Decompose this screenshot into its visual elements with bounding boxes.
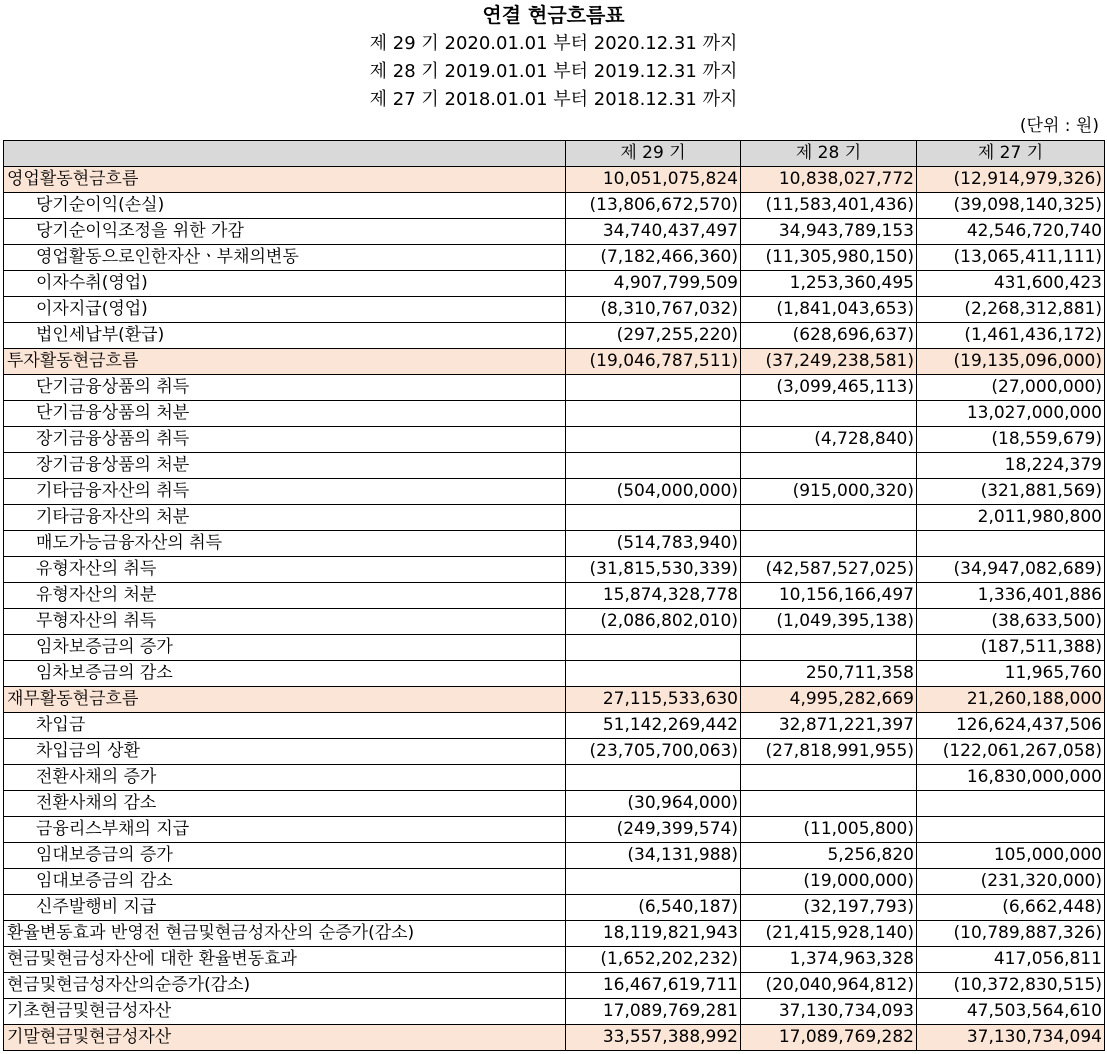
row-label: 임차보증금의 감소 <box>4 661 566 687</box>
row-label: 환율변동효과 반영전 현금및현금성자산의 순증가(감소) <box>4 921 566 947</box>
row-label: 영업활동현금흐름 <box>4 167 566 193</box>
row-label: 법인세납부(환급) <box>4 323 566 349</box>
value-period-27: 47,503,564,610 <box>917 999 1105 1025</box>
value-period-29 <box>566 427 741 453</box>
value-period-28 <box>741 531 917 557</box>
row-label: 단기금융상품의 취득 <box>4 375 566 401</box>
value-period-29: (6,540,187) <box>566 895 741 921</box>
value-period-27: (13,065,411,111) <box>917 245 1105 271</box>
header-period-29: 제 29 기 <box>566 141 741 167</box>
value-period-29: (34,131,988) <box>566 843 741 869</box>
value-period-28 <box>741 765 917 791</box>
value-period-28: (37,249,238,581) <box>741 349 917 375</box>
value-period-29: (19,046,787,511) <box>566 349 741 375</box>
value-period-29: (297,255,220) <box>566 323 741 349</box>
table-row <box>4 609 1105 635</box>
value-period-27 <box>917 817 1105 843</box>
period-29: 제 29 기 2020.01.01 부터 2020.12.31 까지 <box>369 33 738 54</box>
table-row <box>4 375 1105 401</box>
table-row <box>4 505 1105 531</box>
row-label: 장기금융상품의 처분 <box>4 453 566 479</box>
value-period-27: (122,061,267,058) <box>917 739 1105 765</box>
row-label: 현금및현금성자산에 대한 환율변동효과 <box>4 947 566 973</box>
value-period-28: 1,374,963,328 <box>741 947 917 973</box>
header-period-28: 제 28 기 <box>741 141 917 167</box>
value-period-27: (38,633,500) <box>917 609 1105 635</box>
table-row <box>4 635 1105 661</box>
value-period-27: (12,914,979,326) <box>917 167 1105 193</box>
value-period-29 <box>566 869 741 895</box>
value-period-28: 4,995,282,669 <box>741 687 917 713</box>
value-period-29 <box>566 765 741 791</box>
header-item <box>4 141 566 167</box>
value-period-27 <box>917 531 1105 557</box>
table-row <box>4 661 1105 687</box>
value-period-28: (11,005,800) <box>741 817 917 843</box>
value-period-29: 18,119,821,943 <box>566 921 741 947</box>
value-period-29 <box>566 635 741 661</box>
value-period-29 <box>566 401 741 427</box>
value-period-28: (21,415,928,140) <box>741 921 917 947</box>
table-row <box>4 739 1105 765</box>
value-period-29: 17,089,769,281 <box>566 999 741 1025</box>
value-period-28: (3,099,465,113) <box>741 375 917 401</box>
row-label: 전환사채의 감소 <box>4 791 566 817</box>
row-label: 신주발행비 지급 <box>4 895 566 921</box>
value-period-27: (1,461,436,172) <box>917 323 1105 349</box>
row-label: 차입금의 상환 <box>4 739 566 765</box>
value-period-27: 126,624,437,506 <box>917 713 1105 739</box>
table-row <box>4 973 1105 999</box>
cash-flow-table <box>3 140 1105 1051</box>
value-period-28: (1,841,043,653) <box>741 297 917 323</box>
value-period-29: (2,086,802,010) <box>566 609 741 635</box>
table-row <box>4 713 1105 739</box>
row-label: 전환사채의 증가 <box>4 765 566 791</box>
row-label: 기타금융자산의 처분 <box>4 505 566 531</box>
row-label: 임차보증금의 증가 <box>4 635 566 661</box>
table-row <box>4 687 1105 713</box>
value-period-29: (504,000,000) <box>566 479 741 505</box>
value-period-28: (20,040,964,812) <box>741 973 917 999</box>
value-period-28: (11,305,980,150) <box>741 245 917 271</box>
row-label: 기타금융자산의 취득 <box>4 479 566 505</box>
value-period-27: (10,372,830,515) <box>917 973 1105 999</box>
value-period-28: (915,000,320) <box>741 479 917 505</box>
value-period-28: 5,256,820 <box>741 843 917 869</box>
value-period-28: 10,838,027,772 <box>741 167 917 193</box>
table-row <box>4 167 1105 193</box>
value-period-29: 10,051,075,824 <box>566 167 741 193</box>
row-label: 무형자산의 취득 <box>4 609 566 635</box>
value-period-28: (27,818,991,955) <box>741 739 917 765</box>
table-row <box>4 349 1105 375</box>
table-row <box>4 869 1105 895</box>
value-period-29: 16,467,619,711 <box>566 973 741 999</box>
row-label: 유형자산의 취득 <box>4 557 566 583</box>
row-label: 매도가능금융자산의 취득 <box>4 531 566 557</box>
value-period-27: 42,546,720,740 <box>917 219 1105 245</box>
value-period-29: 27,115,533,630 <box>566 687 741 713</box>
value-period-27: 16,830,000,000 <box>917 765 1105 791</box>
value-period-27: (39,098,140,325) <box>917 193 1105 219</box>
table-row <box>4 947 1105 973</box>
value-period-27: (321,881,569) <box>917 479 1105 505</box>
value-period-27: (18,559,679) <box>917 427 1105 453</box>
value-period-29 <box>566 505 741 531</box>
value-period-29: 34,740,437,497 <box>566 219 741 245</box>
value-period-27: (6,662,448) <box>917 895 1105 921</box>
period-28: 제 28 기 2019.01.01 부터 2019.12.31 까지 <box>369 61 738 82</box>
table-row <box>4 453 1105 479</box>
row-label: 이자지급(영업) <box>4 297 566 323</box>
period-27: 제 27 기 2018.01.01 부터 2018.12.31 까지 <box>369 89 738 110</box>
table-row <box>4 297 1105 323</box>
value-period-29: 51,142,269,442 <box>566 713 741 739</box>
value-period-27: (10,789,887,326) <box>917 921 1105 947</box>
table-row <box>4 583 1105 609</box>
value-period-28: 10,156,166,497 <box>741 583 917 609</box>
value-period-27: 1,336,401,886 <box>917 583 1105 609</box>
table-row <box>4 531 1105 557</box>
table-row <box>4 401 1105 427</box>
table-row <box>4 219 1105 245</box>
row-label: 금융리스부채의 지급 <box>4 817 566 843</box>
value-period-27: 431,600,423 <box>917 271 1105 297</box>
table-row <box>4 791 1105 817</box>
table-header-row <box>4 141 1105 167</box>
row-label: 재무활동현금흐름 <box>4 687 566 713</box>
unit-label: (단위 : 원) <box>1019 116 1099 136</box>
table-row <box>4 193 1105 219</box>
value-period-28: (11,583,401,436) <box>741 193 917 219</box>
value-period-27: 2,011,980,800 <box>917 505 1105 531</box>
value-period-29: (249,399,574) <box>566 817 741 843</box>
value-period-28: (19,000,000) <box>741 869 917 895</box>
value-period-27: (34,947,082,689) <box>917 557 1105 583</box>
row-label: 당기순이익(손실) <box>4 193 566 219</box>
row-label: 유형자산의 처분 <box>4 583 566 609</box>
table-row <box>4 1025 1105 1051</box>
value-period-27: (187,511,388) <box>917 635 1105 661</box>
value-period-27: (231,320,000) <box>917 869 1105 895</box>
value-period-28: 34,943,789,153 <box>741 219 917 245</box>
value-period-28: (1,049,395,138) <box>741 609 917 635</box>
value-period-28: 37,130,734,093 <box>741 999 917 1025</box>
table-row <box>4 427 1105 453</box>
value-period-28 <box>741 791 917 817</box>
table-row <box>4 323 1105 349</box>
value-period-27: 18,224,379 <box>917 453 1105 479</box>
row-label: 당기순이익조정을 위한 가감 <box>4 219 566 245</box>
value-period-29: (13,806,672,570) <box>566 193 741 219</box>
table-row <box>4 921 1105 947</box>
row-label: 기초현금및현금성자산 <box>4 999 566 1025</box>
row-label: 임대보증금의 증가 <box>4 843 566 869</box>
table-row <box>4 817 1105 843</box>
value-period-27: 13,027,000,000 <box>917 401 1105 427</box>
value-period-29 <box>566 661 741 687</box>
value-period-27: 37,130,734,094 <box>917 1025 1105 1051</box>
table-row <box>4 999 1105 1025</box>
value-period-29: (23,705,700,063) <box>566 739 741 765</box>
row-label: 장기금융상품의 취득 <box>4 427 566 453</box>
table-row <box>4 895 1105 921</box>
value-period-28 <box>741 401 917 427</box>
value-period-29: (1,652,202,232) <box>566 947 741 973</box>
row-label: 영업활동으로인한자산ㆍ부채의변동 <box>4 245 566 271</box>
table-row <box>4 843 1105 869</box>
value-period-28: (42,587,527,025) <box>741 557 917 583</box>
table-row <box>4 557 1105 583</box>
value-period-29: 33,557,388,992 <box>566 1025 741 1051</box>
value-period-27: 11,965,760 <box>917 661 1105 687</box>
row-label: 기말현금및현금성자산 <box>4 1025 566 1051</box>
value-period-29: (7,182,466,360) <box>566 245 741 271</box>
statement-title: 연결 현금흐름표 <box>482 3 625 27</box>
value-period-28: (628,696,637) <box>741 323 917 349</box>
row-label: 차입금 <box>4 713 566 739</box>
header-period-27: 제 27 기 <box>917 141 1105 167</box>
table-row <box>4 245 1105 271</box>
value-period-28: 32,871,221,397 <box>741 713 917 739</box>
row-label: 투자활동현금흐름 <box>4 349 566 375</box>
row-label: 이자수취(영업) <box>4 271 566 297</box>
value-period-28: 1,253,360,495 <box>741 271 917 297</box>
row-label: 임대보증금의 감소 <box>4 869 566 895</box>
value-period-29: 15,874,328,778 <box>566 583 741 609</box>
value-period-27: 105,000,000 <box>917 843 1105 869</box>
value-period-29: (8,310,767,032) <box>566 297 741 323</box>
table-row <box>4 271 1105 297</box>
value-period-29: 4,907,799,509 <box>566 271 741 297</box>
value-period-28: 250,711,358 <box>741 661 917 687</box>
value-period-28: (4,728,840) <box>741 427 917 453</box>
value-period-27: 21,260,188,000 <box>917 687 1105 713</box>
value-period-27: (19,135,096,000) <box>917 349 1105 375</box>
value-period-27: (27,000,000) <box>917 375 1105 401</box>
value-period-28 <box>741 453 917 479</box>
row-label: 단기금융상품의 처분 <box>4 401 566 427</box>
value-period-27 <box>917 791 1105 817</box>
value-period-29: (514,783,940) <box>566 531 741 557</box>
row-label: 현금및현금성자산의순증가(감소) <box>4 973 566 999</box>
value-period-28: 17,089,769,282 <box>741 1025 917 1051</box>
value-period-28 <box>741 505 917 531</box>
value-period-29: (31,815,530,339) <box>566 557 741 583</box>
value-period-29 <box>566 453 741 479</box>
value-period-27: 417,056,811 <box>917 947 1105 973</box>
value-period-28: (32,197,793) <box>741 895 917 921</box>
table-row <box>4 479 1105 505</box>
value-period-28 <box>741 635 917 661</box>
value-period-29 <box>566 375 741 401</box>
value-period-27: (2,268,312,881) <box>917 297 1105 323</box>
value-period-29: (30,964,000) <box>566 791 741 817</box>
table-row <box>4 765 1105 791</box>
